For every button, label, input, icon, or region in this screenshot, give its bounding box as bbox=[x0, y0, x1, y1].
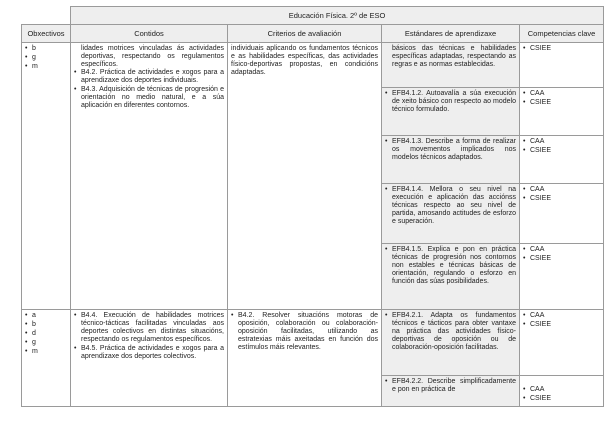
competence-item: • CSIEE bbox=[523, 45, 600, 53]
header-criteria: Criterios de avaliación bbox=[228, 25, 382, 43]
objective-item: • m bbox=[25, 348, 67, 356]
contents-cell bbox=[71, 310, 228, 407]
competence-item: • CSIEE bbox=[523, 195, 600, 203]
competences-cell bbox=[520, 310, 604, 376]
standard-cell bbox=[382, 310, 520, 376]
competence-item: • CAA bbox=[523, 138, 600, 146]
objectives-cell bbox=[22, 310, 71, 407]
objective-item: • b bbox=[25, 45, 67, 53]
objective-item: • g bbox=[25, 54, 67, 62]
standard-text: • EFB4.1.2. Autoavalía a súa execución de xeito básico con respecto ao modelo técnico formulado. bbox=[385, 90, 516, 114]
table-title: Educación Física. 2º de ESO bbox=[71, 7, 604, 25]
standard-cell bbox=[382, 376, 520, 407]
standard-cell bbox=[382, 136, 520, 184]
header-contents: Contidos bbox=[71, 25, 228, 43]
objective-item: • g bbox=[25, 339, 67, 347]
objectives-cell bbox=[22, 43, 71, 310]
competence-item: • CAA bbox=[523, 246, 600, 254]
contents-cell bbox=[71, 43, 228, 310]
standard-text: • EFB4.1.3. Describe a forma de realizar os movementos implicados nos modelos técnicos adaptados. bbox=[385, 138, 516, 162]
competence-item: • CAA bbox=[523, 312, 600, 320]
content-item: • B4.5. Práctica de actividades e xogos para a aprendizaxe dos deportes colectivos. bbox=[74, 345, 224, 361]
competence-item: • CAA bbox=[523, 386, 600, 394]
criterion-item: • B4.2. Resolver situacións motoras de oposición, colaboración ou colaboración-oposición facilitadas, utilizando as estratexias máis axeitadas en función dos estímulos máis relevantes. bbox=[231, 312, 378, 352]
competences-cell bbox=[520, 43, 604, 88]
competences-cell bbox=[520, 244, 604, 310]
header-competences: Competencias clave bbox=[520, 25, 604, 43]
header-objectives: Obxectivos bbox=[22, 25, 71, 43]
competence-item: • CAA bbox=[523, 90, 600, 98]
standard-cell bbox=[382, 184, 520, 244]
competence-item: • CSIEE bbox=[523, 147, 600, 155]
standard-text: básicos das técnicas e habilidades específicas adaptadas, respectando as regras e as normas establecidas. bbox=[392, 45, 516, 68]
competences-cell bbox=[520, 88, 604, 136]
content-item: • B4.4. Execución de habilidades motrices técnico-tácticas facilitadas vinculadas aos deportes colectivos en distintas situacións, respectando os regulamentos específicos. bbox=[74, 312, 224, 344]
curriculum-table bbox=[21, 6, 604, 407]
content-item: • B4.3. Adquisición de técnicas de progresión e orientación no medio natural, e a súa aplicación en diferentes contornos. bbox=[74, 86, 224, 110]
standard-cell bbox=[382, 43, 520, 88]
criteria-cell bbox=[228, 310, 382, 407]
content-item: • B4.2. Práctica de actividades e xogos para a aprendizaxe dos deportes individuais. bbox=[74, 69, 224, 85]
objective-item: • d bbox=[25, 330, 67, 338]
criteria-cell bbox=[228, 43, 382, 310]
standard-cell bbox=[382, 244, 520, 310]
competence-item: • CSIEE bbox=[523, 321, 600, 329]
standard-cell bbox=[382, 88, 520, 136]
competences-cell bbox=[520, 136, 604, 184]
competence-item: • CSIEE bbox=[523, 255, 600, 263]
objective-item: • b bbox=[25, 321, 67, 329]
standard-text: • EFB4.1.5. Explica e pon en práctica técnicas de progresión nos contornos non estables e técnicas básicas de orientación, regulando o esforzo en función das súas posibilidades. bbox=[385, 246, 516, 286]
empty-corner bbox=[22, 7, 71, 25]
competence-item: • CAA bbox=[523, 186, 600, 194]
criteria-continued: individuais aplicando os fundamentos técnicos e as habilidades específicas, das actividades físico-deportivas propostas, en condicións adaptadas. bbox=[231, 45, 378, 76]
header-standards: Estándares de aprendizaxe bbox=[382, 25, 520, 43]
competences-cell bbox=[520, 376, 604, 407]
objective-item: • m bbox=[25, 63, 67, 71]
standard-text: • EFB4.2.2. Describe simplificadamente e pon en práctica de bbox=[385, 378, 516, 394]
standard-text: • EFB4.2.1. Adapta os fundamentos técnicos e tácticos para obter vantaxe na práctica das actividades físico-deportivas de oposición ou de colaboración-oposición facilitadas. bbox=[385, 312, 516, 352]
competence-item: • CSIEE bbox=[523, 395, 600, 403]
contents-continued: lidades motrices vinculadas ás actividades deportivas, respectando os regulamentos específicos. bbox=[81, 45, 224, 68]
standard-text: • EFB4.1.4. Mellora o seu nivel na execución e aplicación das acciónss técnicas respecto ao seu nivel de partida, amosando actitudes de esforzo e superación. bbox=[385, 186, 516, 226]
objective-item: • a bbox=[25, 312, 67, 320]
competence-item: • CSIEE bbox=[523, 99, 600, 107]
competences-cell bbox=[520, 184, 604, 244]
